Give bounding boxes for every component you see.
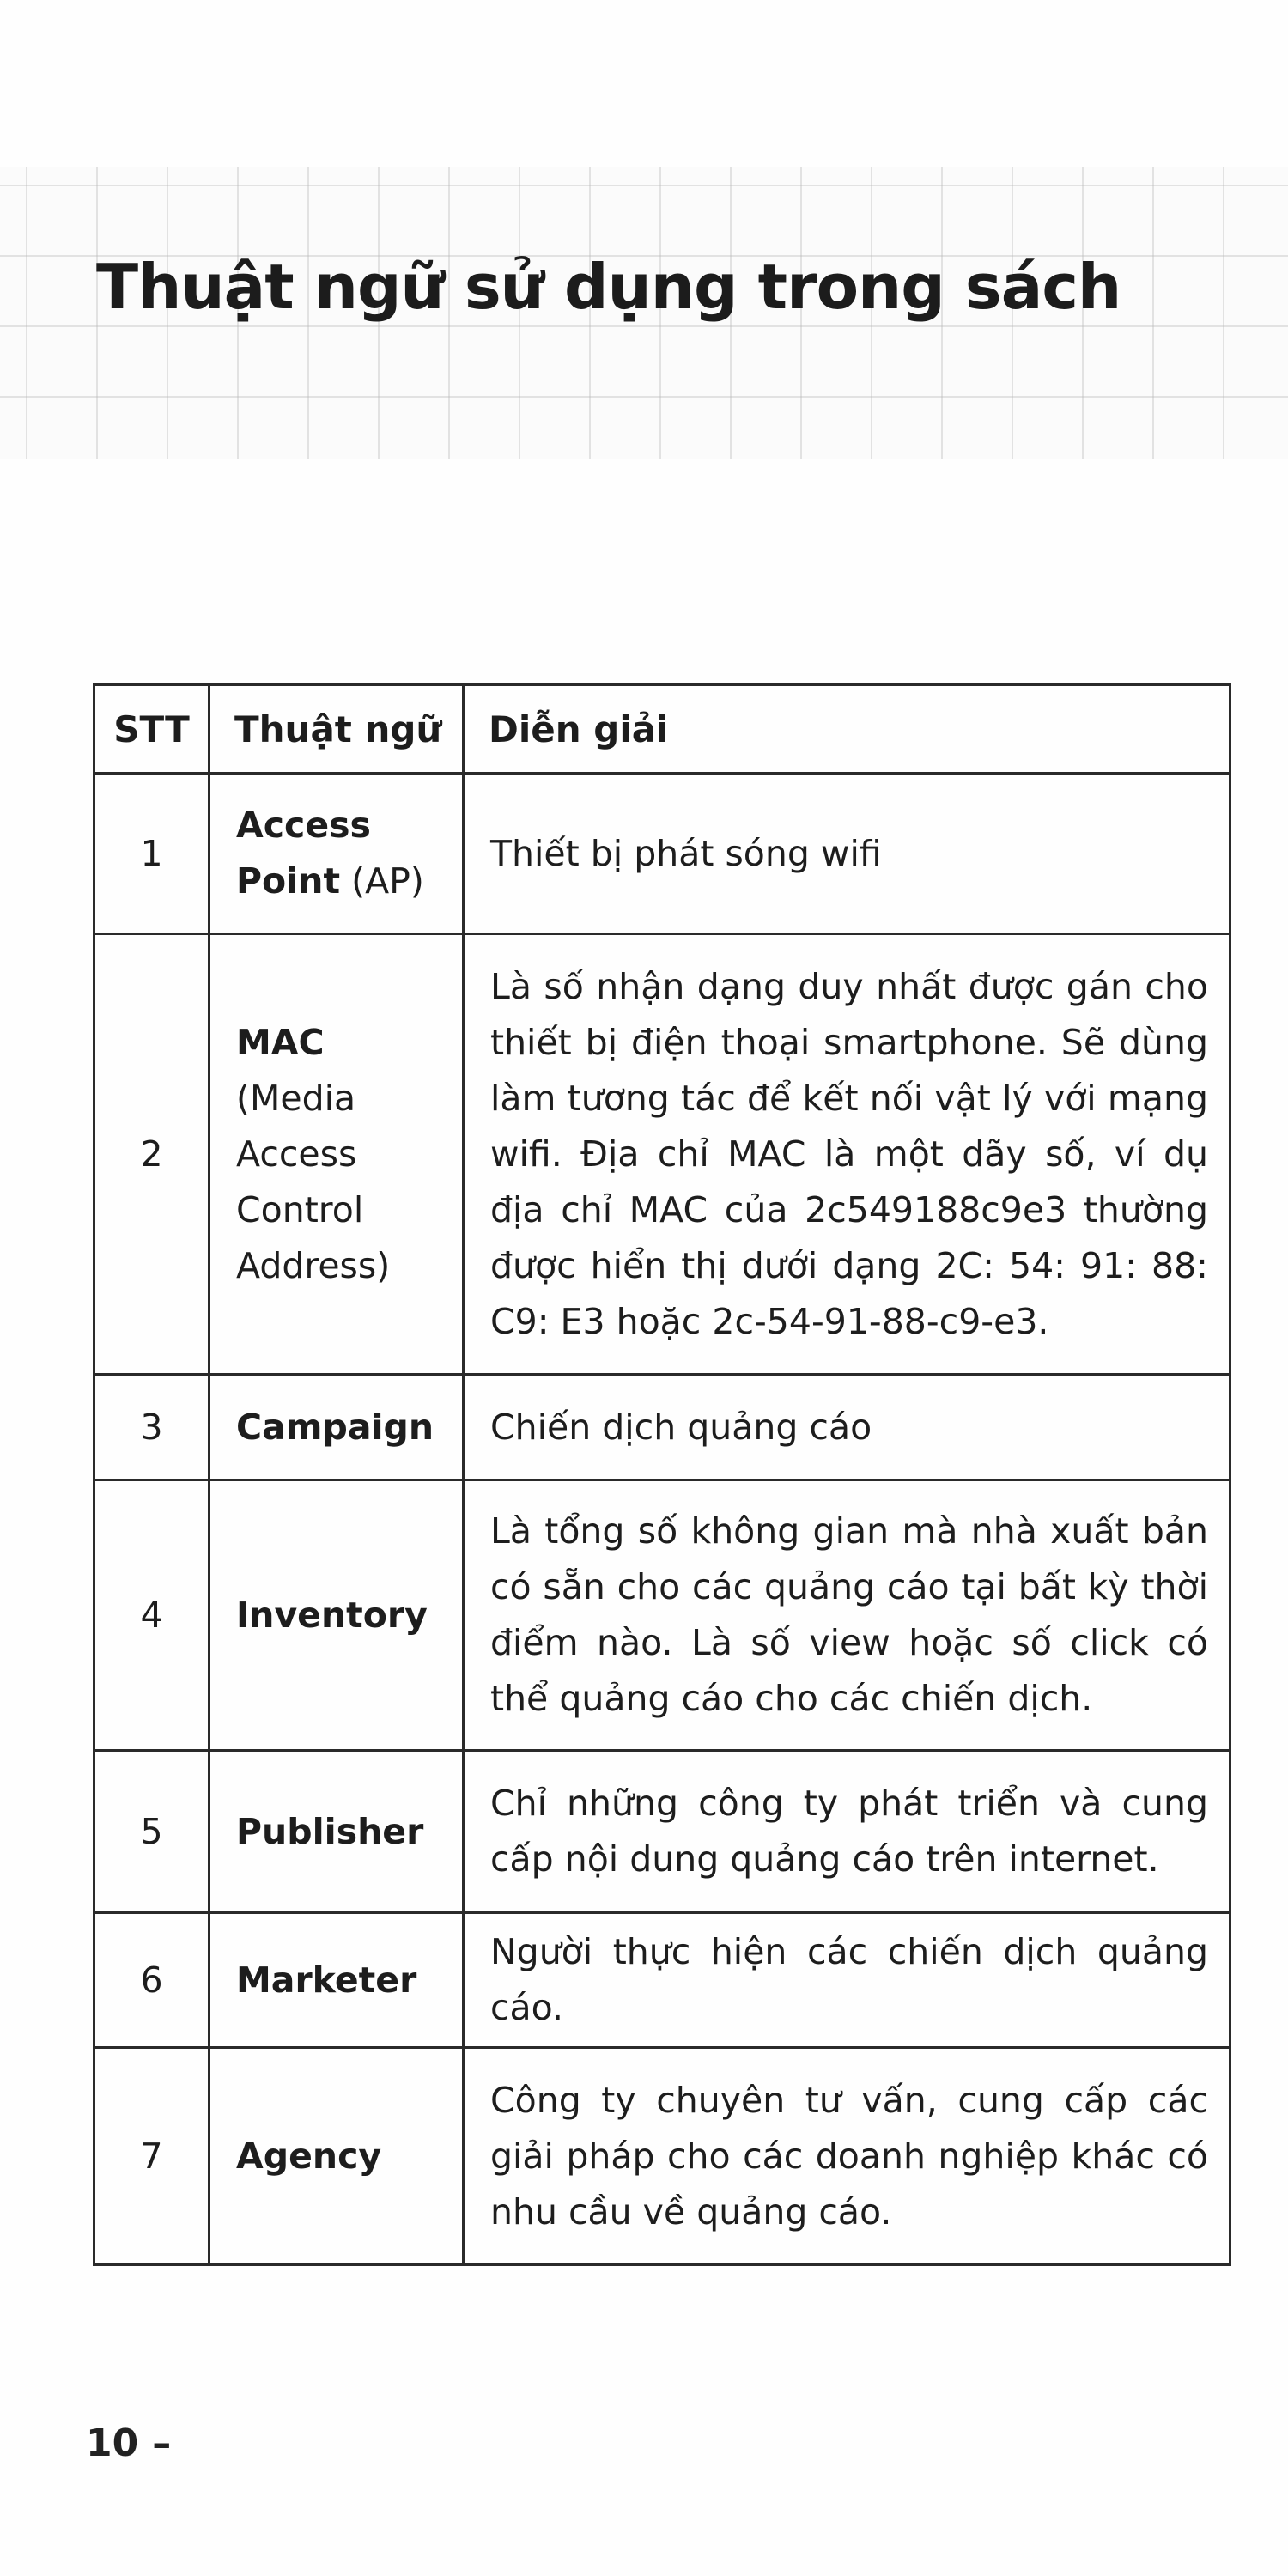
table-row [94, 1480, 1230, 1751]
page-number-dash: – [152, 2421, 172, 2465]
row-term [210, 934, 464, 1375]
table-row [94, 934, 1230, 1375]
row-description: Là số nhận dạng duy nhất được gán cho thiết bị điện thoại smartphone. Sẽ dùng làm tương tác để kết nối vật lý với mạng wifi. Địa chỉ MAC là một dãy số, ví dụ địa chỉ MAC của 2c549188c9e3 thường được hiển thị dưới dạng 2C: 54: 91: 88: C9: E3 hoặc 2c-54-91-88-c9-e3. [464, 934, 1230, 1375]
row-description: Công ty chuyên tư vấn, cung cấp các giải pháp cho các doanh nghiệp khác có nhu cầu về quảng cáo. [464, 2048, 1230, 2265]
row-stt: 4 [94, 1480, 210, 1751]
row-description: Người thực hiện các chiến dịch quảng cáo. [464, 1913, 1230, 2048]
table-row [94, 1375, 1230, 1480]
term-name: Publisher [236, 1810, 424, 1852]
row-term [210, 1913, 464, 2048]
page-footer [86, 2421, 171, 2465]
row-term [210, 1751, 464, 1913]
term-name: Marketer [236, 1959, 417, 2001]
table-row [94, 774, 1230, 934]
header-stt: STT [94, 685, 210, 774]
row-stt: 1 [94, 774, 210, 934]
term-name: Inventory [236, 1594, 428, 1636]
row-term [210, 774, 464, 934]
term-name: Campaign [236, 1406, 434, 1448]
header-term: Thuật ngữ [210, 685, 464, 774]
header-description: Diễn giải [464, 685, 1230, 774]
table-header-row [94, 685, 1230, 774]
page-number: 10 [86, 2421, 139, 2465]
term-name: MAC [236, 1021, 325, 1063]
table-row [94, 1751, 1230, 1913]
term-suffix: (AP) [340, 860, 424, 902]
row-description: Chỉ những công ty phát triển và cung cấp nội dung quảng cáo trên internet. [464, 1751, 1230, 1913]
page-title: Thuật ngữ sử dụng trong sách [96, 251, 1121, 323]
term-suffix: (Media Access Control Address) [236, 1077, 391, 1286]
row-description: Chiến dịch quảng cáo [464, 1375, 1230, 1480]
row-stt: 3 [94, 1375, 210, 1480]
row-description: Thiết bị phát sóng wifi [464, 774, 1230, 934]
terms-table [93, 683, 1231, 2266]
row-term [210, 2048, 464, 2265]
row-stt: 5 [94, 1751, 210, 1913]
row-term [210, 1375, 464, 1480]
term-name: Agency [236, 2135, 382, 2177]
table-row [94, 2048, 1230, 2265]
term-name: Access Point [236, 805, 371, 902]
row-term [210, 1480, 464, 1751]
row-description: Là tổng số không gian mà nhà xuất bản có sẵn cho các quảng cáo tại bất kỳ thời điểm nào. Là số view hoặc số click có thể quảng cáo cho các chiến dịch. [464, 1480, 1230, 1751]
row-stt: 7 [94, 2048, 210, 2265]
row-stt: 2 [94, 934, 210, 1375]
row-stt: 6 [94, 1913, 210, 2048]
table-row [94, 1913, 1230, 2048]
